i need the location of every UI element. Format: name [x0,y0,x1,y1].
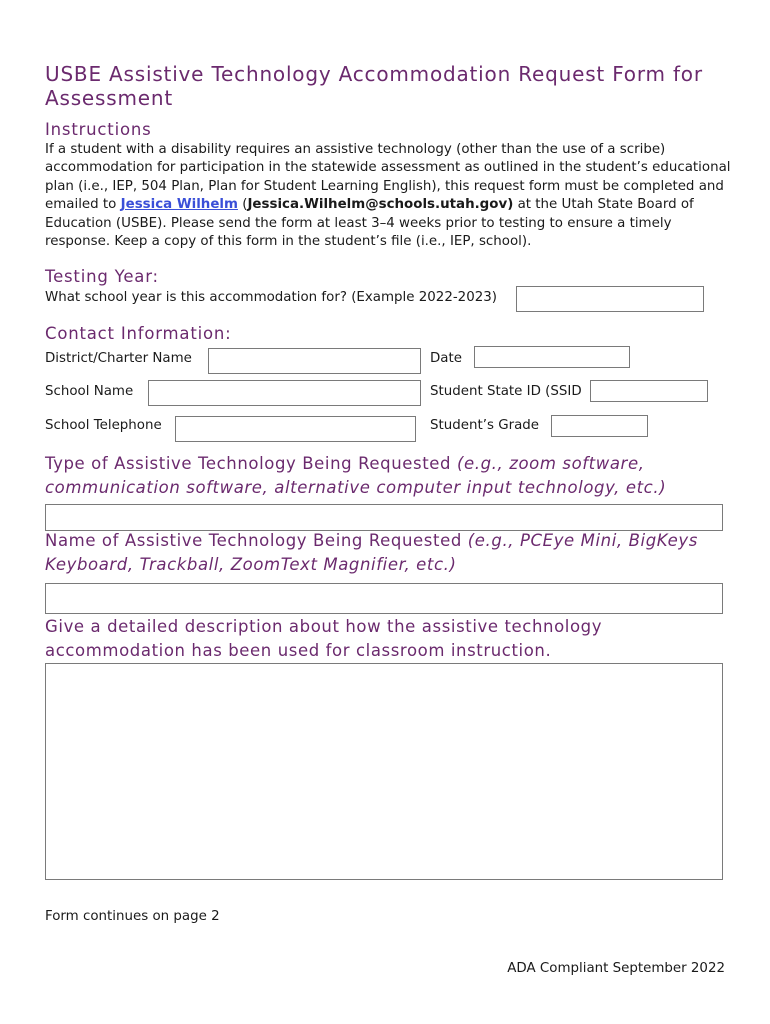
type-example: (e.g., zoom software, communication software, alternative computer input technology, etc.) [45,454,667,497]
grade-label: Student’s Grade [430,418,540,433]
district-label: District/Charter Name [45,351,192,366]
ssid-input[interactable] [590,380,708,402]
date-input[interactable] [474,346,630,368]
contact-email: Jessica.Wilhelm@schools.utah.gov) [247,197,514,213]
description-heading: Give a detailed description about how the assistive technology accommodation has been used for classroom instruction. [45,617,603,660]
type-heading [45,452,725,499]
name-heading-text: Name of Assistive Technology Being Requested [45,531,468,550]
date-label: Date [430,351,463,366]
type-heading-text: Type of Assistive Technology Being Requested [45,454,457,473]
instructions-paragraph [45,141,735,251]
instructions-paren: ( [237,197,248,213]
name-input[interactable] [45,583,723,614]
form-title: USBE Assistive Technology Accommodation Request Form for Assessment [45,62,703,110]
contact-link[interactable]: Jessica Wilhelm [120,197,238,213]
instructions-text-1: If a student with a disability requires an assistive technology (other than the use of a scribe) accommodation for participation in the statewide assessment as outlined in the student’s educational plan (i.e., IEP, 504 Plan, Plan for Student Learning English), this request form must be completed and emailed to [45,142,731,213]
testing-year-heading: Testing Year: [45,267,159,286]
description-input[interactable] [45,663,723,880]
ssid-label: Student State ID (SSID [430,384,582,399]
school-name-label: School Name [45,384,134,399]
school-name-input[interactable] [148,380,421,406]
name-heading [45,529,725,576]
ada-compliance-note: ADA Compliant September 2022 [507,961,725,976]
district-input[interactable] [208,348,421,374]
name-example: (e.g., PCEye Mini, BigKeys Keyboard, Trackball, ZoomText Magnifier, etc.) [45,531,698,574]
testing-year-question: What school year is this accommodation for? (Example 2022-2023) [45,290,497,305]
grade-input[interactable] [551,415,648,437]
contact-heading: Contact Information: [45,324,232,343]
form-continues-note: Form continues on page 2 [45,909,220,924]
testing-year-input[interactable] [516,286,704,312]
instructions-text-2: at the Utah State Board of Education (USBE). Please send the form at least 3–4 weeks prior to testing to ensure a timely response. Keep a copy of this form in the student’s file (i.e., IEP, school). [45,197,694,250]
instructions-heading: Instructions [45,120,152,139]
type-input[interactable] [45,504,723,531]
school-telephone-label: School Telephone [45,418,162,433]
school-telephone-input[interactable] [175,416,416,442]
